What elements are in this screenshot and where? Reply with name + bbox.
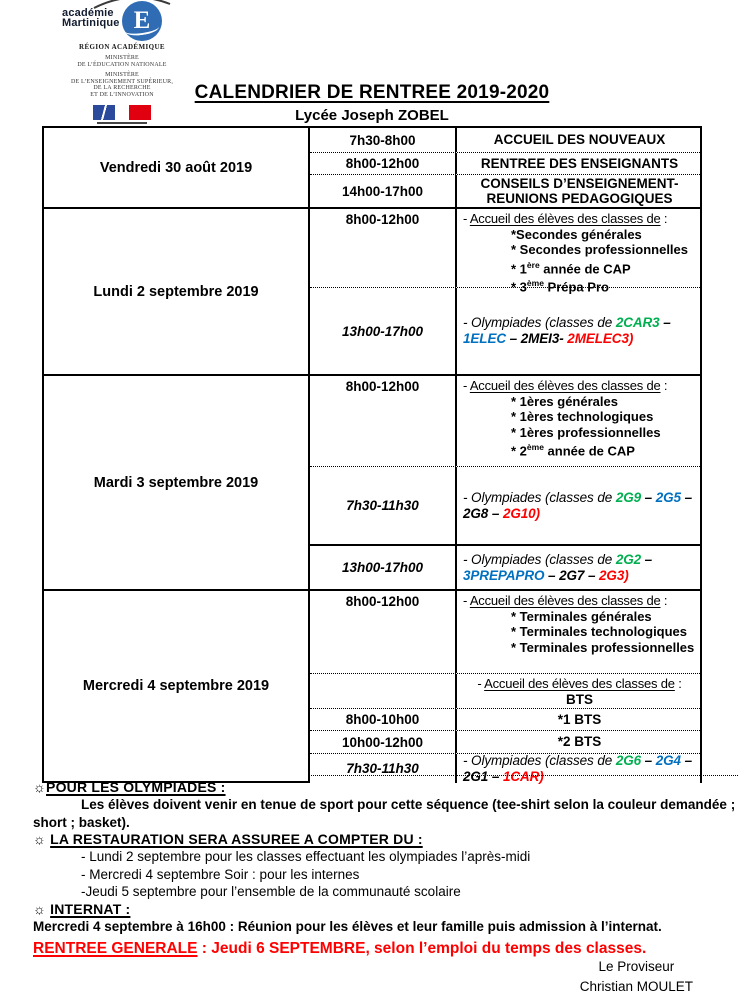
heading-dash: - [477, 676, 485, 691]
notes-section [33, 779, 739, 935]
table-row [310, 466, 700, 544]
table-row [310, 673, 700, 708]
text-segment: 2G8 – [463, 505, 503, 521]
text-segment: - Olympiades (classes de [463, 315, 616, 330]
page-subtitle: Lycée Joseph ZOBEL [295, 107, 449, 124]
time-cell [310, 288, 457, 374]
academy-line2: Martinique [62, 17, 120, 29]
activity-line: CONSEILS D’ENSEIGNEMENT- [480, 175, 679, 191]
academy-line1: académie [62, 7, 114, 19]
text-segment: – [641, 752, 656, 768]
text-segment: - Olympiades (classes de [463, 489, 616, 505]
item-text: * Secondes professionnelles [511, 242, 689, 257]
heading-underlined: Accueil des élèves des classes de [469, 378, 661, 393]
item-text: Prépa Pro [543, 279, 609, 295]
date-cell [44, 209, 310, 374]
signature-role: Le Proviseur [598, 959, 675, 974]
class-list-item [511, 609, 696, 625]
activity-cell [457, 674, 700, 708]
item-text: * 1ères professionnelles [511, 424, 661, 440]
heading-dash: - [463, 593, 470, 608]
time-cell [310, 209, 457, 287]
class-list [463, 692, 696, 708]
note-heading [33, 779, 739, 796]
superscript: ère [526, 259, 540, 270]
item-text: * 3 [511, 279, 527, 295]
time-label: 13h00-17h00 [341, 323, 424, 339]
text-segment: - Olympiades (classes de [463, 551, 616, 567]
class-code: 2G5 [655, 489, 681, 505]
item-text: * Terminales technologiques [511, 624, 688, 639]
olympiades-line [463, 753, 696, 769]
time-cell [310, 674, 457, 708]
activity-cell [457, 209, 700, 295]
date-label: Lundi 2 septembre 2019 [93, 283, 259, 300]
item-text: BTS [566, 691, 593, 707]
time-cell [310, 709, 457, 730]
text-segment: – [641, 551, 653, 567]
class-list [463, 227, 696, 296]
signature-name: Christian MOULET [579, 979, 693, 994]
note-label: POUR LES OLYMPIADES : [46, 779, 226, 795]
item-text: * Terminales professionnelles [511, 639, 695, 655]
activity-cell [457, 709, 700, 730]
heading-colon: : [674, 676, 682, 691]
note-body-line: -Jeudi 5 septembre pour l’ensemble de la communauté scolaire [81, 884, 461, 899]
class-code: 2G6 [615, 752, 642, 768]
accueil-heading [463, 593, 696, 609]
day-block [44, 207, 700, 374]
activity-cell [457, 591, 700, 673]
note-body-line: Les élèves doivent venir en tenue de sport pour cette séquence (tee-shirt selon la couleur demandée ; short ; basket). [33, 797, 736, 830]
olympiades-line [463, 331, 696, 347]
note-body-line: - Lundi 2 septembre pour les classes effectuant les olympiades l’après-midi [81, 849, 531, 864]
class-code: 2G3) [599, 567, 629, 583]
class-code: 2CAR3 [615, 315, 660, 330]
class-code: 2G4 [655, 752, 681, 768]
title-block [42, 82, 702, 124]
time-cell [310, 591, 457, 673]
note-label: INTERNAT : [50, 900, 131, 917]
day-block [44, 128, 700, 207]
text-segment: – [680, 752, 693, 768]
class-code: 2MELEC3) [567, 331, 634, 346]
table-row [310, 174, 700, 207]
activity-cell [457, 153, 700, 174]
class-code: 2G10) [502, 505, 540, 521]
olympiades-line [463, 506, 696, 522]
heading-dash: - [463, 378, 470, 393]
table-row [310, 209, 700, 295]
academie-circle-letter: E [133, 7, 151, 34]
time-label: 10h00-12h00 [341, 734, 424, 750]
superscript: ème [526, 278, 544, 289]
accueil-heading [463, 211, 696, 227]
region-academique-label: RÉGION ACADÉMIQUE [79, 43, 165, 51]
text-segment: – 2MEI3- [506, 331, 568, 346]
item-text: * 2 [511, 443, 527, 459]
day-rows [310, 128, 700, 207]
table-row [310, 152, 700, 174]
date-label: Mardi 3 septembre 2019 [93, 474, 259, 491]
olympiades-line [463, 490, 696, 506]
item-text: * Terminales générales [511, 608, 652, 624]
class-code: 2G9 [615, 489, 642, 505]
signature-block [580, 957, 693, 997]
academie-logo-circle [122, 1, 162, 41]
class-list-item [463, 692, 696, 708]
text-segment: – [659, 315, 671, 330]
class-code: 3PREPAPRO [463, 567, 545, 583]
activity-cell [457, 175, 700, 207]
rentree-generale-line [33, 940, 646, 958]
time-cell [310, 175, 457, 207]
time-cell [310, 546, 457, 589]
ministere-line: DE LA RECHERCHE [93, 85, 151, 91]
class-list-item [511, 425, 696, 441]
activity-cell [457, 128, 700, 152]
time-label: 7h30-11h30 [346, 498, 419, 513]
heading-underlined: Accueil des élèves des classes de [469, 593, 661, 608]
olympiades-line [463, 568, 696, 584]
activity-cell [457, 546, 700, 589]
activity-cell [457, 467, 700, 544]
sun-bullet-icon: ☼ [33, 900, 51, 917]
heading-colon: : [660, 378, 668, 393]
ministere-line: ET DE L’INNOVATION [90, 91, 154, 98]
note-heading [33, 901, 739, 918]
time-label: 7h30-8h00 [349, 132, 416, 148]
class-code: 1ELEC [463, 331, 507, 346]
table-row [310, 287, 700, 374]
item-text: *Secondes générales [511, 226, 642, 242]
activity-cell [457, 288, 700, 374]
sun-bullet-icon: ☼ [33, 779, 47, 795]
olympiades-line [463, 315, 696, 331]
activity-cell [457, 376, 700, 466]
time-label: 13h00-17h00 [341, 560, 424, 575]
date-cell [44, 591, 310, 783]
note-heading [33, 831, 739, 848]
calendar-table [42, 126, 702, 783]
accueil-heading [463, 676, 696, 692]
note-body-line: Mercredi 4 septembre à 16h00 : Réunion pour les élèves et leur famille puis admission à l’internat. [33, 918, 662, 934]
time-label: 8h00-10h00 [345, 712, 420, 727]
activity-line: *1 BTS [557, 711, 602, 727]
note-label: LA RESTAURATION SERA ASSUREE A COMPTER DU : [50, 831, 423, 847]
class-list-item [511, 227, 696, 243]
class-list-item [511, 440, 696, 459]
time-label: 7h30-11h30 [346, 761, 419, 776]
time-label: 8h00-12h00 [345, 156, 420, 171]
table-bottom-dotted-line [308, 775, 738, 776]
ministere-education [56, 55, 188, 68]
item-text: * 1 [511, 260, 527, 276]
class-list-item [511, 258, 696, 277]
table-row [310, 128, 700, 152]
time-cell [310, 731, 457, 753]
class-list [463, 609, 696, 656]
heading-underlined: Accueil des élèves des classes de [469, 211, 661, 226]
heading-colon: : [660, 593, 668, 608]
class-list-item [511, 624, 696, 640]
ministere-line: DE L’ENSEIGNEMENT SUPÉRIEUR, [70, 78, 174, 85]
date-label: Vendredi 30 août 2019 [99, 159, 253, 176]
sun-bullet-icon: ☼ [33, 831, 51, 847]
day-rows [310, 376, 700, 589]
olympiades-line [463, 552, 696, 568]
table-row [310, 591, 700, 673]
day-rows [310, 591, 700, 783]
rentree-generale-label: RENTREE GENERALE [33, 940, 198, 957]
rentree-generale-text: : Jeudi 6 SEPTEMBRE, selon l’emploi du temps des classes. [197, 940, 647, 957]
date-cell [44, 128, 310, 207]
text-segment: – 2G7 – [544, 567, 600, 583]
table-row [310, 708, 700, 730]
item-text: * 1ères technologiques [511, 409, 654, 424]
text-segment: – [641, 489, 656, 505]
time-cell [310, 467, 457, 544]
time-label: 8h00-12h00 [345, 379, 420, 394]
class-code: 2G2 [615, 551, 642, 567]
day-rows [310, 209, 700, 374]
heading-underlined: Accueil des élèves des classes de [484, 676, 675, 691]
time-cell [310, 376, 457, 466]
heading-dash: - [463, 211, 470, 226]
text-segment: – [680, 489, 693, 505]
day-block [44, 589, 700, 783]
note-body-line: - Mercredi 4 septembre Soir : pour les internes [81, 866, 360, 882]
activity-line: REUNIONS PEDAGOGIQUES [486, 191, 673, 206]
class-list-item [511, 409, 696, 425]
item-text: année de CAP [543, 443, 635, 459]
ministere-line: MINISTÈRE [105, 55, 139, 61]
page-title: CALENDRIER DE RENTREE 2019-2020 [194, 82, 550, 103]
day-block [44, 374, 700, 589]
superscript: ème [526, 442, 544, 452]
time-cell [310, 153, 457, 174]
class-list [463, 394, 696, 459]
heading-colon: : [660, 211, 668, 226]
class-list-item [511, 242, 696, 258]
date-label: Mercredi 4 septembre 2019 [82, 678, 270, 694]
activity-cell [457, 731, 700, 753]
academy-name [62, 8, 120, 28]
table-row [310, 730, 700, 753]
text-segment: - Olympiades (classes de [463, 752, 616, 768]
time-label: 8h00-12h00 [345, 594, 420, 609]
table-row [310, 544, 700, 589]
table-row [310, 376, 700, 466]
item-text: année de CAP [539, 260, 631, 276]
text-segment: 2G1 – [463, 768, 503, 784]
ministere-line: MINISTÈRE [105, 72, 139, 78]
accueil-heading [463, 378, 696, 394]
class-list-item [511, 394, 696, 410]
time-cell [310, 128, 457, 152]
time-label: 14h00-17h00 [341, 183, 424, 199]
item-text: * 1ères générales [511, 393, 618, 409]
ministere-line: DE L’ÉDUCATION NATIONALE [77, 61, 167, 68]
activity-line: ACCUEIL DES NOUVEAUX [493, 132, 666, 148]
activity-line: *2 BTS [557, 734, 602, 750]
time-label: 8h00-12h00 [345, 212, 420, 227]
class-list-item [511, 640, 696, 656]
class-code: 1CAR) [502, 768, 544, 784]
date-cell [44, 376, 310, 589]
activity-line: RENTREE DES ENSEIGNANTS [480, 155, 679, 171]
